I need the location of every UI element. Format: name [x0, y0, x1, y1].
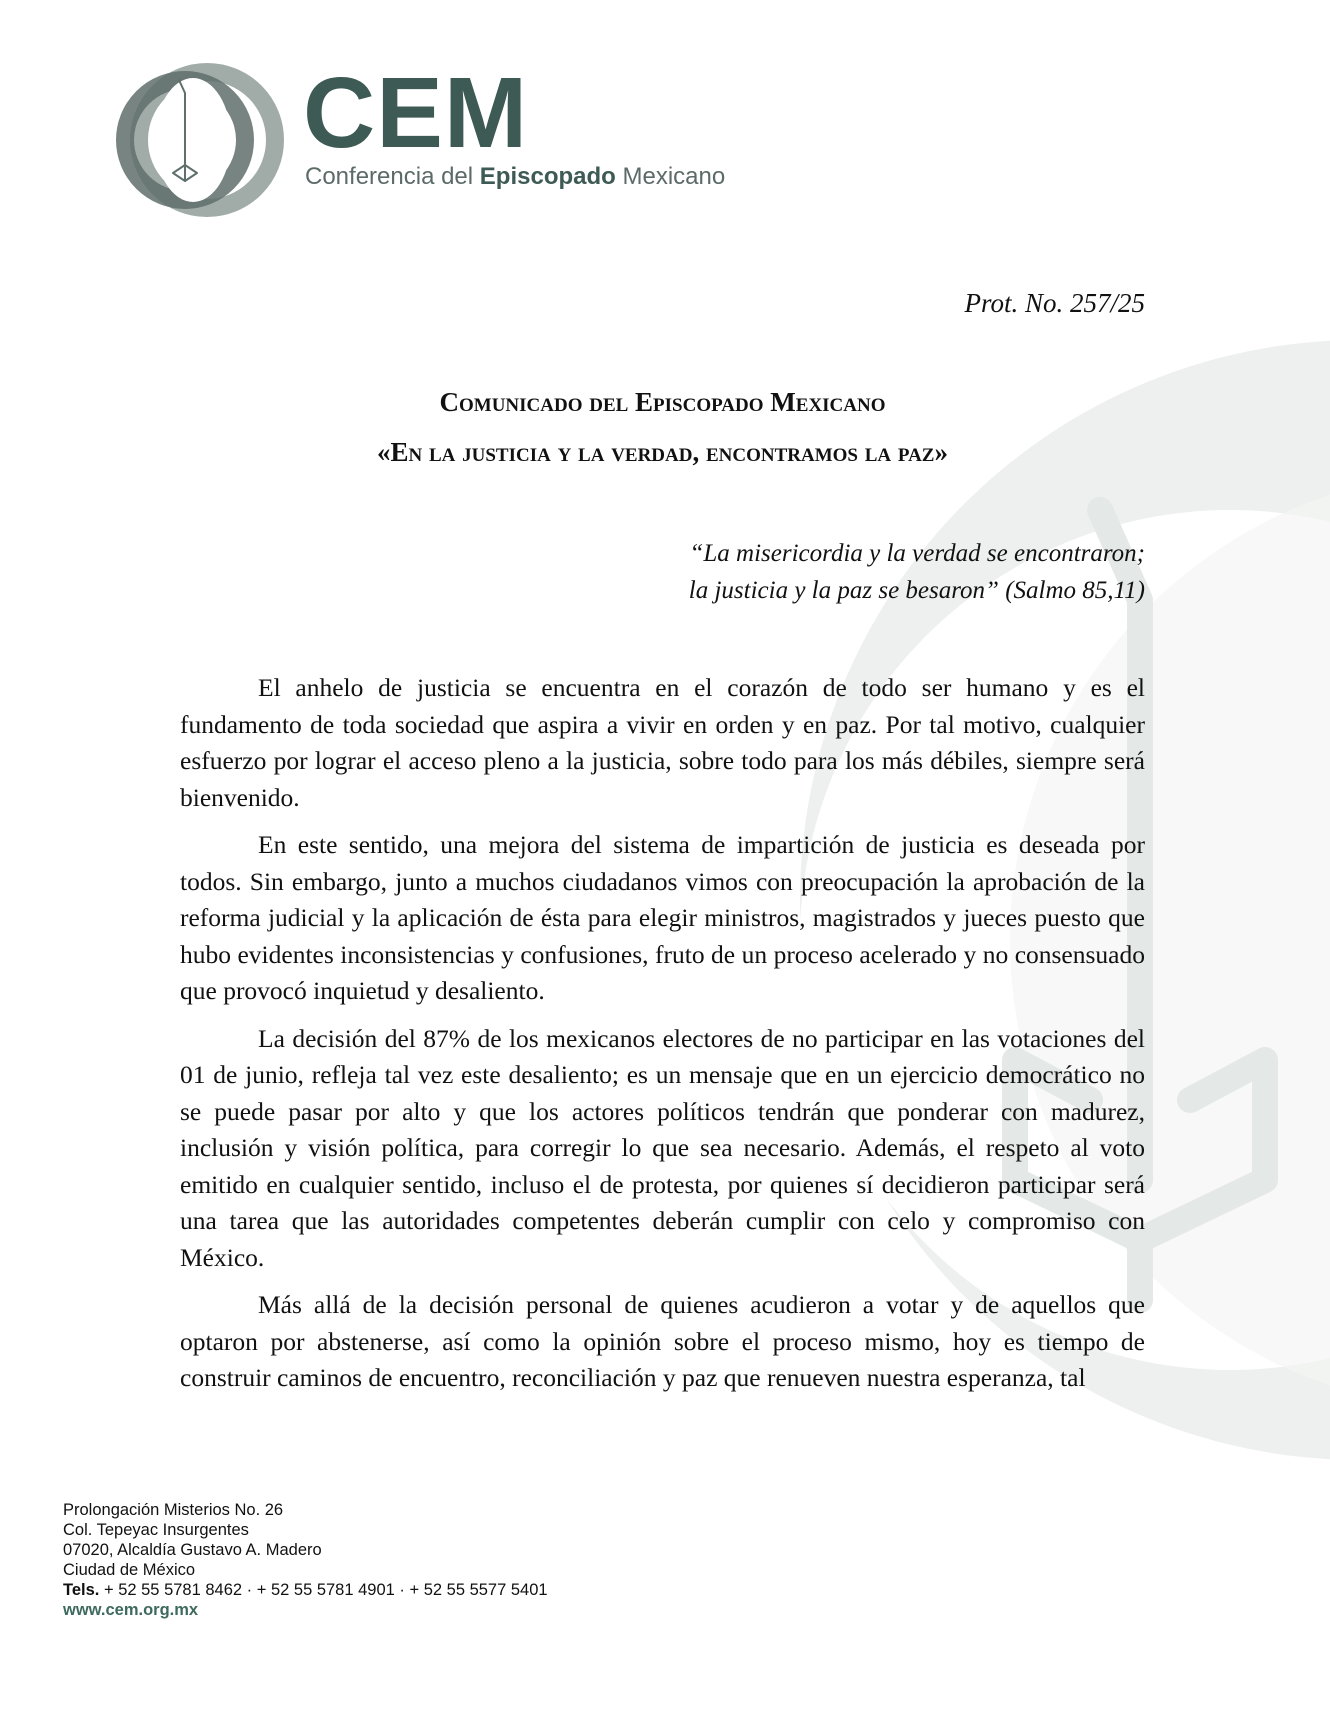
epigraph-line: “La misericordia y la verdad se encontraron; [689, 540, 1145, 567]
epigraph-quote [689, 535, 1145, 609]
paragraph: El anhelo de justicia se encuentra en el corazón de todo ser humano y es el fundamento de toda sociedad que aspira a vivir en orden y en paz. Por tal motivo, cualquier esfuerzo por lograr el acceso pleno a la justicia, sobre todo para los más débiles, siempre será bienvenido. [180, 673, 1145, 812]
protocol-number: Prot. No. 257/25 [964, 288, 1145, 318]
address-line: Col. Tepeyac Insurgentes [63, 1521, 249, 1539]
phone-numbers: Tels. + 52 55 5781 8462 · + 52 55 5781 4901 · + 52 55 5577 5401 [63, 1581, 548, 1599]
website-link[interactable]: www.cem.org.mx [63, 1601, 199, 1619]
document-subtitle: «En la justicia y la verdad, encontramos la paz» [377, 437, 948, 467]
logo-subtitle: Conferencia del Episcopado Mexicano [305, 163, 726, 190]
paragraph: Más allá de la decisión personal de quienes acudieron a votar y de aquellos que optaron por abstenerse, así como la opinión sobre el proceso mismo, hoy es tiempo de construir caminos de encuentro, reconciliación y paz que renueven nuestra esperanza, tal [180, 1290, 1145, 1392]
paragraph: En este sentido, una mejora del sistema de impartición de justicia es deseada por todos. Sin embargo, junto a muchos ciudadanos vimos con preocupación la aprobación de la reforma judicial y la aplicación de ésta para elegir ministros, magistrados y jueces puesto que hubo evidentes inconsistencias y confusiones, fruto de un proceso acelerado y no consensuado que provocó inquietud y desaliento. [180, 830, 1145, 1005]
cem-emblem-icon [115, 55, 295, 225]
paragraph: La decisión del 87% de los mexicanos electores de no participar en las votaciones del 01 de junio, refleja tal vez este desaliento; es un mensaje que en un ejercicio democrático no se puede pasar por alto y que los actores políticos tendrán que ponderar con madurez, inclusión y visión política, para corregir lo que sea necesario. Además, el respeto al voto emitido en cualquier sentido, incluso el de protesta, por quienes sí decidieron participar será una tarea que las autoridades competentes deberán cumplir con celo y compromiso con México. [180, 1023, 1145, 1272]
address-line: Prolongación Misterios No. 26 [63, 1501, 284, 1519]
address-line: 07020, Alcaldía Gustavo A. Madero [63, 1541, 322, 1559]
document-body [180, 670, 1145, 1408]
address-line: Ciudad de México [63, 1561, 196, 1579]
logo-wordmark: CEM [303, 57, 529, 169]
cem-logo [115, 55, 726, 225]
document-title: Comunicado del Episcopado Mexicano [439, 387, 886, 417]
epigraph-line: la justicia y la paz se besaron” (Salmo 85,11) [688, 577, 1145, 604]
footer-address [63, 1500, 548, 1620]
